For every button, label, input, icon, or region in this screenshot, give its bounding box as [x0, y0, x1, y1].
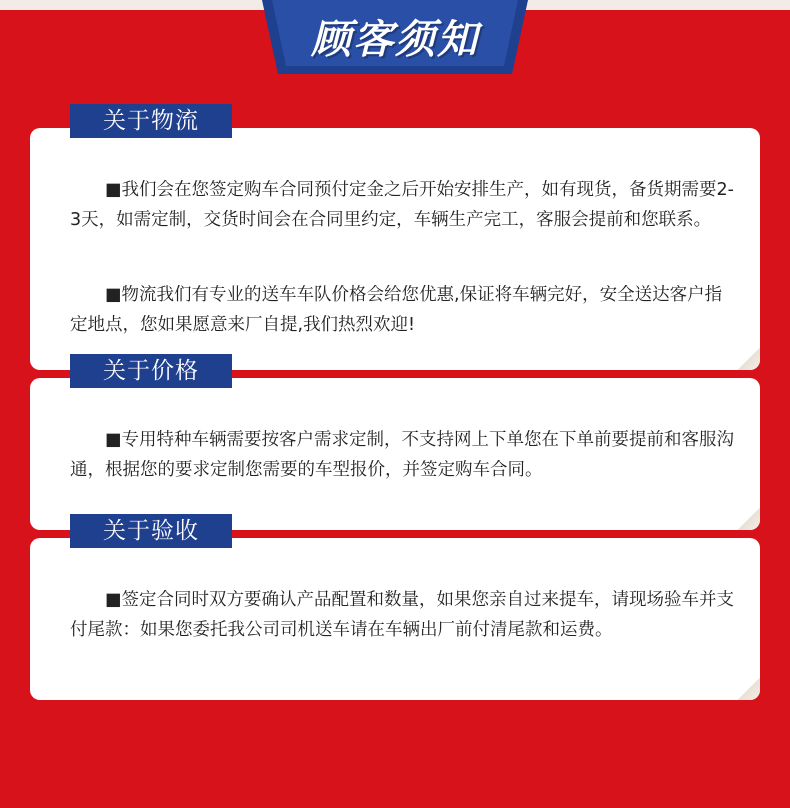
section-label-acceptance: 关于验收: [70, 514, 232, 548]
page-title: 顾客须知: [311, 17, 479, 63]
title-banner: [262, 0, 528, 74]
acceptance-paragraph: ■签定合同时双方要确认产品配置和数量，如果您亲自过来提车，请现场验车并支付尾款：如果您委托我公司司机送车请在车辆出厂前付清尾款和运费。: [70, 590, 735, 640]
section-label-price: 关于价格: [70, 354, 232, 388]
page-fold-corner: [738, 678, 760, 700]
section-label-logistics: 关于物流: [70, 104, 232, 138]
logistics-paragraph-delivery: ■物流我们有专业的送车车队价格会给您优惠,保证将车辆完好，安全送达客户指定地点，您如果愿意来厂自提,我们热烈欢迎!: [70, 285, 723, 335]
price-paragraph: ■专用特种车辆需要按客户需求定制，不支持网上下单您在下单前要提前和客服沟通，根据您的要求定制您需要的车型报价，并签定购车合同。: [70, 430, 735, 480]
page-fold-corner: [738, 508, 760, 530]
logistics-paragraph-production: ■我们会在您签定购车合同预付定金之后开始安排生产，如有现货，备货期需要2-3天，如需定制，交货时间会在合同里约定，车辆生产完工，客服会提前和您联系。: [70, 180, 734, 230]
page-fold-corner: [738, 348, 760, 370]
